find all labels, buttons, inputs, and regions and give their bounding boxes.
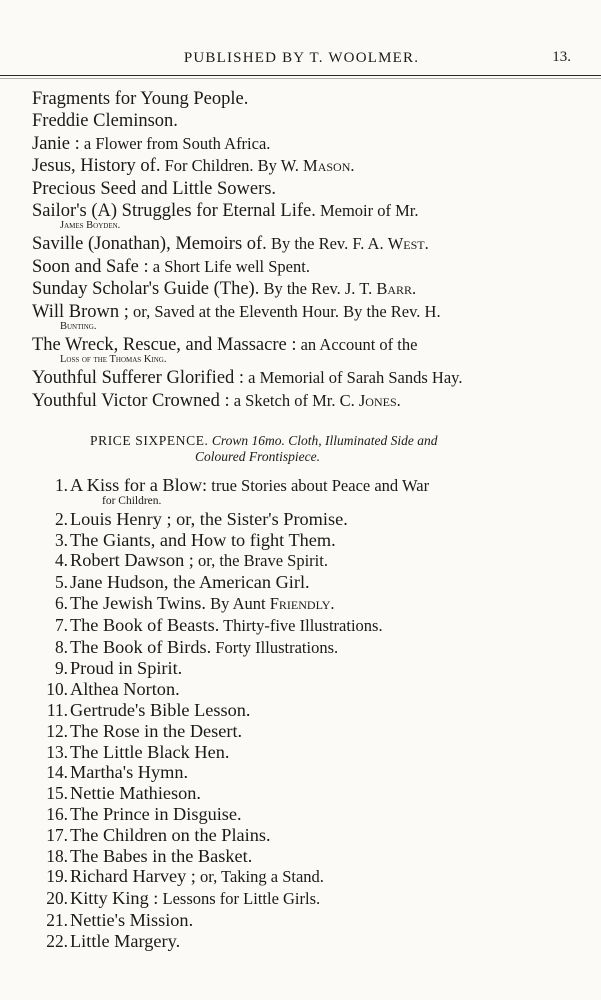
book-title: Jesus, History of. [32,156,161,177]
book-description: a Flower from South Africa. [79,133,271,153]
price-format-continued: Coloured Frontispiece. [195,449,320,464]
book-entry [32,178,571,200]
entry-number: 18. [46,845,68,866]
numbered-entry [32,825,571,846]
numbered-entry-line [32,888,571,910]
numbered-entry [32,783,571,804]
book-title: Sunday Scholar's Guide (The). [32,279,260,300]
book-entry-line [32,367,571,389]
book-entry-continued: James Boyden. [60,220,121,232]
book-title: The Children on the Plains. [70,824,271,845]
book-entry-line [32,278,571,300]
book-description: a Memorial of Sarah Sands Hay. [244,368,463,388]
book-title: The Book of Birds. [70,636,212,657]
book-entry [32,133,571,155]
book-entry-line [32,88,571,110]
book-description: Memoir of Mr. [315,201,419,221]
header-rule-secondary [0,78,601,79]
entry-number: 14. [46,762,68,783]
price-heading [90,433,571,465]
book-description: By the Rev. F. A. [266,234,388,254]
book-description: Lessons for Little Girls. [158,889,321,909]
book-author: Mason. [303,156,355,176]
entry-number: 20. [46,888,68,909]
numbered-entry [32,721,571,742]
running-title: PUBLISHED BY T. WOOLMER. [183,50,420,66]
book-description: By Aunt [206,593,270,613]
numbered-entry [32,593,571,615]
book-entry [32,390,571,412]
book-description: or, the Brave Spirit. [193,551,328,571]
price-label: PRICE SIXPENCE. [90,433,209,448]
book-title: The Wreck, Rescue, and Massacre : [32,335,297,356]
numbered-entry [32,550,571,572]
numbered-entry [32,910,571,931]
entry-number: 15. [46,783,68,804]
book-description: an Account of the [296,335,418,355]
book-entry [32,110,571,132]
book-title: Sailor's (A) Struggles for Eternal Life. [32,201,316,222]
entry-number: 10. [46,679,68,700]
numbered-entry [32,700,571,721]
entry-number: 16. [46,803,68,824]
book-title: Nettie's Mission. [70,909,194,930]
numbered-entry-line [32,475,571,497]
numbered-entry-line [32,530,571,551]
book-entry-line [32,390,571,412]
entry-number: 12. [46,720,68,741]
book-entry [32,256,571,278]
book-author: Barr. [376,279,417,299]
book-title: Gertrude's Bible Lesson. [70,699,251,720]
entry-number: 3. [54,529,68,550]
numbered-entry-line [32,804,571,825]
book-description: or, Saved at the Eleventh Hour. By the Rev. H. [128,301,441,321]
book-entry [32,334,571,367]
book-title: Richard Harvey ; [70,866,196,887]
entry-number: 6. [54,592,68,613]
book-title: The Jewish Twins. [70,592,206,613]
book-entry [32,88,571,110]
book-title: Jane Hudson, the American Girl. [70,572,310,593]
book-description: Thirty-five Illustrations. [219,615,383,635]
book-entry [32,367,571,389]
book-title: The Giants, and How to fight Them. [70,529,336,550]
entry-number: 9. [54,658,68,679]
page-number: 13. [552,49,571,65]
entry-number: 17. [46,824,68,845]
entry-number: 19. [46,866,68,887]
book-author: Jones. [358,390,401,410]
numbered-entry-line [32,742,571,763]
book-entry [32,200,571,233]
book-entry-continued: Bunting. [60,321,97,333]
book-title: Fragments for Young People. [32,89,249,109]
numbered-entry [32,804,571,825]
entry-number: 11. [46,699,68,720]
numbered-entry-line [32,825,571,846]
book-description: Forty Illustrations. [211,637,339,657]
book-list [32,88,571,412]
numbered-entry-continued: for Children. [102,494,162,507]
numbered-entry-line [32,572,571,593]
price-format: Crown 16mo. Cloth, Illuminated Side and [211,433,438,448]
book-title: Martha's Hymn. [70,762,189,783]
book-author: West. [387,234,429,254]
book-entry-line [32,256,571,278]
numbered-entry [32,762,571,783]
book-title: Freddie Cleminson. [32,111,178,132]
numbered-entry-line [32,615,571,637]
numbered-entry-line [32,721,571,742]
entry-number: 13. [46,741,68,762]
book-entry-line [32,133,571,155]
entry-number: 2. [54,508,68,529]
book-title: Robert Dawson ; [70,550,194,571]
book-title: The Book of Beasts. [70,614,220,635]
numbered-entry [32,509,571,530]
book-title: Janie : [32,133,80,154]
numbered-entry-line [32,931,571,952]
book-title: Nettie Mathieson. [70,783,201,804]
numbered-entry [32,658,571,679]
entry-number: 7. [54,614,68,635]
numbered-entry [32,846,571,867]
numbered-entry-line [32,783,571,804]
book-title: Louis Henry ; or, the Sister's Promise. [70,508,348,529]
book-title: Will Brown ; [32,301,129,322]
numbered-entry-line [32,910,571,931]
entry-number: 22. [46,930,68,951]
entry-number: 1. [54,475,68,495]
book-entry-line [32,233,571,255]
book-title: Soon and Safe : [32,256,149,277]
numbered-entry-line [32,700,571,721]
book-entry-line [32,110,571,132]
numbered-entry [32,475,571,508]
book-author: Friendly. [269,593,335,613]
numbered-entry-line [32,679,571,700]
numbered-entry-line [32,658,571,679]
book-title: Little Margery. [70,930,181,951]
entry-number: 5. [54,572,68,593]
numbered-entry [32,530,571,551]
numbered-entry-line [32,846,571,867]
book-description: or, Taking a Stand. [195,867,324,887]
numbered-entry [32,679,571,700]
book-title: The Little Black Hen. [70,741,230,762]
numbered-entry-line [32,762,571,783]
numbered-entry-line [32,593,571,615]
book-description: true Stories about Peace and War [207,476,430,495]
book-title: Proud in Spirit. [70,658,183,679]
book-title: The Babes in the Basket. [70,845,253,866]
numbered-entry [32,931,571,952]
entry-number: 4. [54,550,68,571]
numbered-entry-line [32,550,571,572]
book-title: A Kiss for a Blow: [70,475,208,495]
book-entry-line [32,155,571,177]
entry-number: 21. [46,909,68,930]
numbered-entry [32,637,571,659]
page-header [32,0,571,70]
numbered-entry-line [32,637,571,659]
book-title: Kitty King : [70,888,159,909]
book-title: Saville (Jonathan), Memoirs of. [32,234,267,255]
price-heading-line [90,433,571,449]
book-entry [32,278,571,300]
book-entry-line [32,178,571,200]
book-title: The Prince in Disguise. [70,803,242,824]
numbered-entry-line [32,509,571,530]
book-description: a Short Life well Spent. [148,256,310,276]
book-description: For Children. By W. [160,156,304,176]
book-title: Youthful Victor Crowned : [32,390,230,411]
book-entry [32,301,571,334]
book-entry [32,155,571,177]
book-title: Youthful Sufferer Glorified : [32,368,245,389]
book-title: The Rose in the Desert. [70,720,243,741]
book-entry-continued: Loss of the Thomas King. [60,354,167,366]
numbered-entry [32,742,571,763]
book-title: Althea Norton. [70,679,180,700]
book-title: Precious Seed and Little Sowers. [32,178,277,199]
book-description: By the Rev. J. T. [259,279,377,299]
numbered-entry [32,615,571,637]
numbered-entry [32,888,571,910]
numbered-book-list [32,475,571,952]
book-description: a Sketch of Mr. C. [229,390,359,410]
header-rule [0,75,601,76]
numbered-entry [32,572,571,593]
entry-number: 8. [54,636,68,657]
numbered-entry-line [32,866,571,888]
numbered-entry [32,866,571,888]
book-entry [32,233,571,255]
